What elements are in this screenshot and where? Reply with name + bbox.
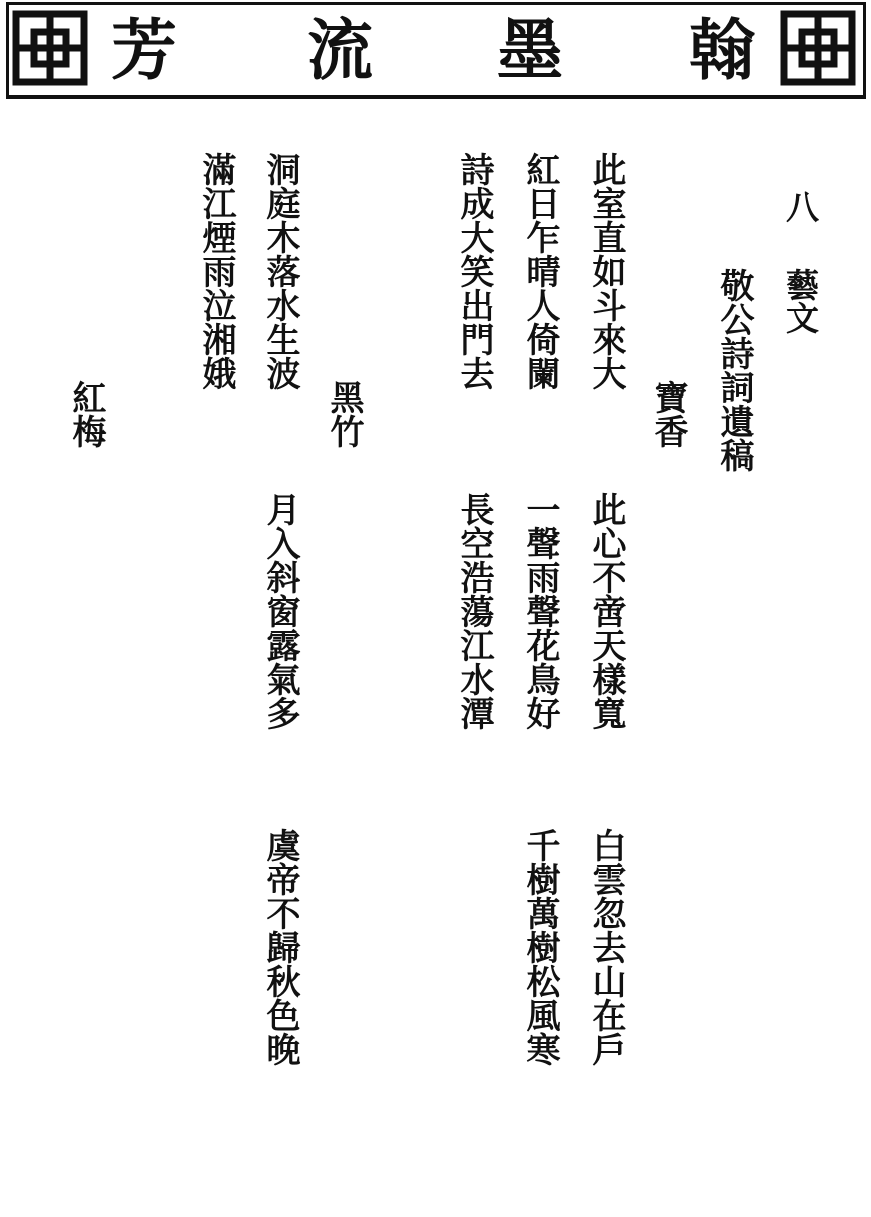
header-title-char: 芳 [111,11,177,89]
header-title-char: 翰 [689,11,755,89]
header-double-rule [6,95,866,98]
section-number: 八 [781,190,820,223]
poem-line: 一聲雨聲花鳥好 [520,492,560,730]
poem-line: 虞帝不歸秋色晚 [260,828,300,1066]
poem-line: 洞庭木落水生波 [260,152,300,390]
header-title-char: 流 [307,11,373,89]
poem-line: 月入斜窗露氣多 [260,492,300,730]
poem-line: 此室直如斗來大 [586,152,626,390]
poem-line: 滿江煙雨泣湘娥 [196,152,236,390]
section-name: 藝文 [781,268,820,334]
poem-line: 紅日乍晴人倚闌 [520,152,560,390]
fret-ornament-icon [780,10,856,86]
poem-line: 長空浩蕩江水潭 [454,492,494,730]
poem-title: 紅梅 [66,380,106,448]
poem-line: 此心不啻天樣寬 [586,492,626,730]
poem-title: 寶香 [648,380,688,448]
poem-line: 白雲忽去山在戶 [586,828,626,1066]
page-header [6,2,866,98]
poem-title: 黑竹 [324,380,364,448]
subtitle: 敬公詩詞遺稿 [714,268,754,472]
poem-line: 詩成大笑出門去 [454,152,494,390]
fret-ornament-icon [12,10,88,86]
header-title-char: 墨 [497,11,563,89]
poem-line: 千樹萬樹松風寒 [520,828,560,1066]
